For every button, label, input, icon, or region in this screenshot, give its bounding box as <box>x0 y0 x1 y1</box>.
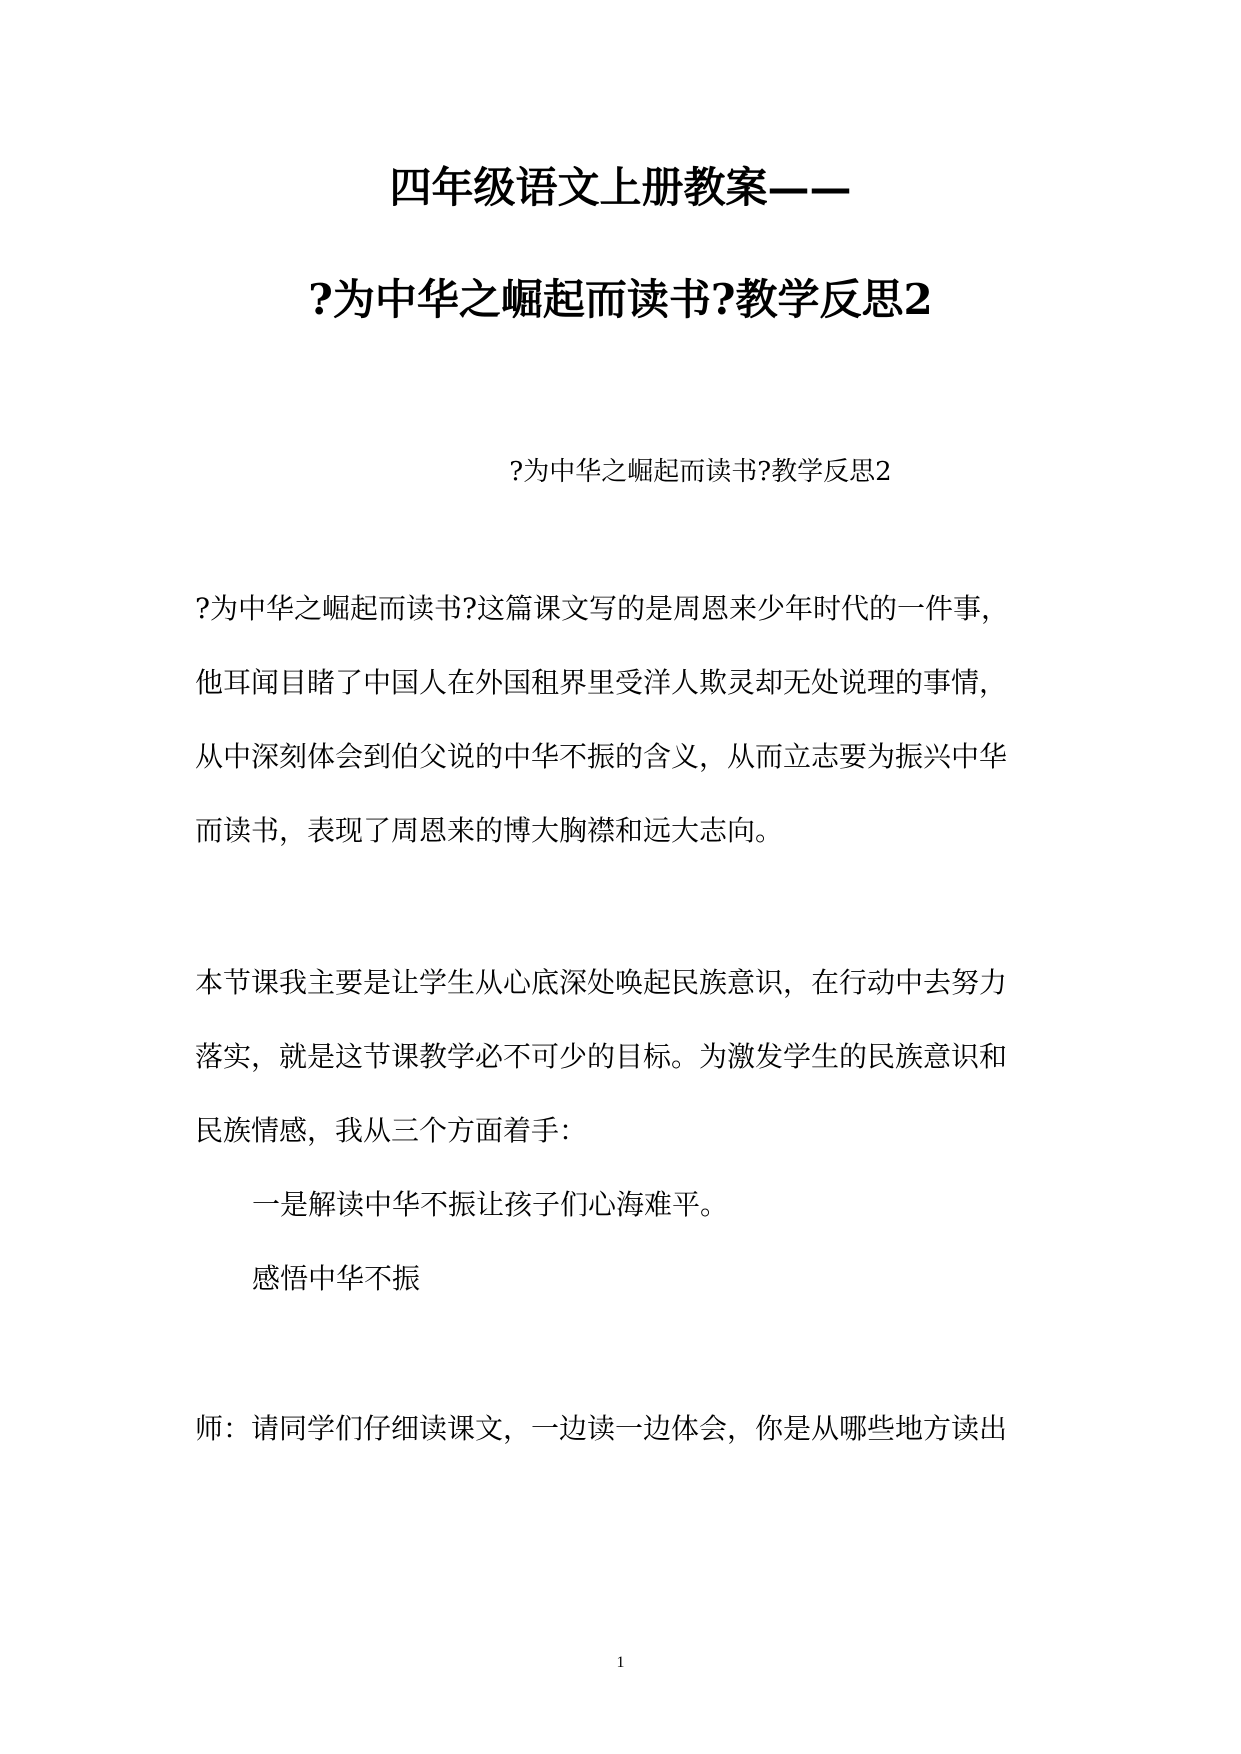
point-1: 一是解读中华不振让孩子们心海难平。 <box>252 1188 729 1221</box>
paragraph-1-line-2: 他耳闻目睹了中国人在外国租界里受洋人欺灵却无处说理的事情， <box>195 666 1008 699</box>
page-number: 1 <box>616 1654 625 1671</box>
document-title-line-1: 四年级语文上册教案—— <box>389 163 852 212</box>
document-subtitle: ?为中华之崛起而读书?教学反思2 <box>509 457 892 487</box>
sub-heading: 感悟中华不振 <box>252 1262 421 1295</box>
paragraph-1-line-3: 从中深刻体会到伯父说的中华不振的含义，从而立志要为振兴中华 <box>195 740 1008 773</box>
paragraph-2-line-3: 民族情感，我从三个方面着手： <box>195 1114 588 1147</box>
paragraph-3-line-1: 师：请同学们仔细读课文，一边读一边体会，你是从哪些地方读出 <box>195 1412 1008 1445</box>
paragraph-1-line-4: 而读书，表现了周恩来的博大胸襟和远大志向。 <box>195 814 784 847</box>
paragraph-1-line-1: ?为中华之崛起而读书?这篇课文写的是周恩来少年时代的一件事， <box>195 592 1010 625</box>
paragraph-2-line-2: 落实，就是这节课教学必不可少的目标。为激发学生的民族意识和 <box>195 1040 1008 1073</box>
paragraph-2-line-1: 本节课我主要是让学生从心底深处唤起民族意识，在行动中去努力 <box>195 966 1008 999</box>
document-title-line-2: ?为中华之崛起而读书?教学反思2 <box>308 275 933 324</box>
